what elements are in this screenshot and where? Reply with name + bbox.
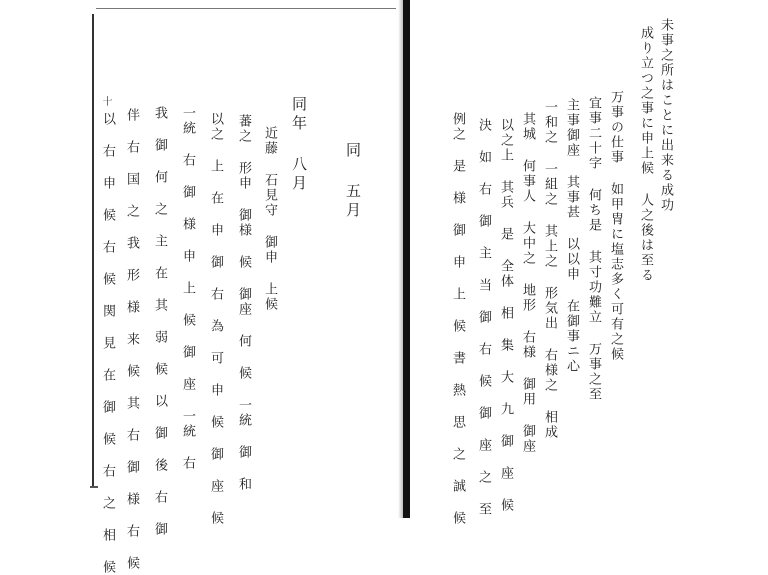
- text-column-r10: 例之 是 様 御 申 上 候 書 熱 思 之 誠 候: [450, 112, 465, 526]
- right-page: [410, 0, 768, 526]
- author-line: 近藤 石見守 御申 上候: [262, 126, 277, 312]
- text-column-5: 伴 右 国 之 我 形 様 来 候 其 右 御 様 右 候: [124, 108, 139, 571]
- text-column-r4: 宜事二十字 何ち是 其寸功難立 万事之至: [586, 96, 601, 402]
- text-column-1: 蕃之 形申 御様 候 御座 何 候 一統 御 和: [236, 114, 251, 492]
- page-frame-bottom-tick: [90, 486, 98, 488]
- text-column-4: 我 御 何 之 主 在 其 弱 候 以 御 後 右 御: [152, 106, 167, 537]
- text-column-r7: 其城 何事人 大中之 地形 右様 御用 御座: [520, 112, 535, 454]
- left-margin-mark: 十: [100, 96, 111, 107]
- text-column-6: 以 右 申 候 右 候 関 見 在 御 候 右 之 相 候: [100, 112, 115, 575]
- text-column-r8: 以之上 其兵 是 全体 相 集 大 九 御 座 候: [498, 118, 513, 513]
- page-frame-top-rule: [96, 8, 396, 9]
- page-frame-left-rule: [92, 14, 94, 488]
- text-column-r5: 主事御座 其事甚 以以申 在御事ニ心: [564, 98, 579, 374]
- text-column-r3: 万事の仕事 如甲冑に塩志多く可有之候: [608, 90, 623, 362]
- text-column-r2: 成り立つ之事に申上候 人之後は至る: [638, 26, 653, 283]
- date-heading: 同年 八月: [290, 96, 308, 194]
- text-column-r1: 未事之所はことに出来る成功: [658, 18, 673, 213]
- text-column-2: 以之 上 在 申 御 右 為 可 申 候 御 座 候: [208, 112, 223, 526]
- text-column-3: 一統 右 御 様 申 上 候 御 座 一統 右: [180, 106, 195, 471]
- text-column-r9: 決 如 右 御 主 当 御 右 候 御 座 之 至: [476, 118, 491, 517]
- month-heading: 同 五月: [344, 142, 362, 221]
- text-column-r6: 一和之 一組之 其上之 形気出 右様之 相成: [542, 100, 557, 440]
